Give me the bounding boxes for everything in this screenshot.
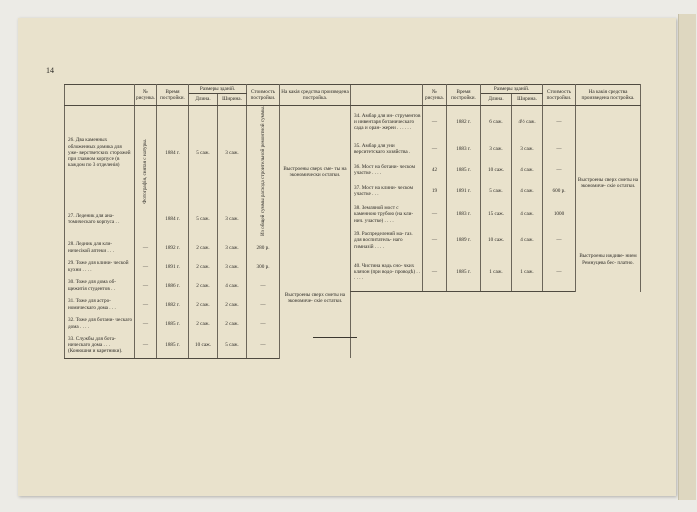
row-year: 1885 г. <box>157 333 189 358</box>
header-time: Время постройки. <box>157 85 189 106</box>
means-note: Выстроены сверх сметы на экономиче- скіе остатки. <box>576 139 641 228</box>
header-num: № рисунка. <box>423 85 447 106</box>
row-num: — <box>135 238 157 257</box>
cost-note-cell <box>247 106 280 239</box>
header-cost: Стоимость постройки. <box>247 85 280 106</box>
row-len: 2 саж. <box>189 257 218 276</box>
row-num: — <box>423 106 447 139</box>
row-num: — <box>423 228 447 254</box>
header-wid: Ширина. <box>218 94 247 106</box>
row-num: — <box>423 139 447 160</box>
closing-rule <box>313 337 357 338</box>
table-row <box>65 238 351 257</box>
row-wid: 2 саж. <box>218 295 247 314</box>
row-num: — <box>135 257 157 276</box>
row-cost: 300 р. <box>247 257 280 276</box>
means-empty <box>576 106 641 139</box>
row-year: 1885 г. <box>447 160 481 181</box>
row-name: 37. Мост на клини- ческом участке . . . <box>351 181 423 202</box>
left-buildings-table <box>64 84 351 359</box>
row-len: 5 саж. <box>481 181 512 202</box>
row-cost: 600 р. <box>543 181 576 202</box>
row-cost: — <box>543 254 576 292</box>
row-name: 28. Ледник для кли- ничесікой аптеки . . . <box>65 238 135 257</box>
row-wid: 4 саж. <box>512 181 543 202</box>
row-name: 27. Леденик для ана- томическаго корпуса . . <box>65 199 135 238</box>
row-year: 1883 г. <box>447 202 481 228</box>
header-wid: Ширина. <box>512 94 543 106</box>
row-wid: 4½ саж. <box>512 106 543 139</box>
row-year: 1886 г. <box>157 276 189 295</box>
row-cost: 280 р. <box>247 238 280 257</box>
row-cost: — <box>247 333 280 358</box>
row-year: 1885 г. <box>157 314 189 333</box>
row-name: 40. Чистина надь сно- чких клячон (при водо- проводѣ) . . . . . . <box>351 254 423 292</box>
row-num: 42 <box>423 160 447 181</box>
row-num: — <box>135 276 157 295</box>
row-name: 31. Тоже для астро- номическаго дома . . . <box>65 295 135 314</box>
row-len: 10 саж. <box>189 333 218 358</box>
row-len: 3 саж. <box>481 139 512 160</box>
row-year: 1884 г. <box>157 199 189 238</box>
book-spine <box>678 14 696 500</box>
row-wid: 4 саж. <box>512 160 543 181</box>
row-name: 34. Амбар для ин- струментов и инвентаря ботаническаго сада и оран- жереи . . . . . . <box>351 106 423 139</box>
header-num: № рисунка. <box>135 85 157 106</box>
row-name: 33. Службы для бота- ническаго дома . . . (Конюшня и каретники). <box>65 333 135 358</box>
table-row <box>351 228 641 254</box>
row-wid: 4 саж. <box>218 276 247 295</box>
row-len: 15 саж. <box>481 202 512 228</box>
header-means: На какія средства произведена постройка. <box>280 85 351 106</box>
row-len: 2 саж. <box>189 276 218 295</box>
row-name: 32. Тоже для ботани- ческаго дома . . . . <box>65 314 135 333</box>
photo-note-cell <box>135 106 157 239</box>
row-num: — <box>135 333 157 358</box>
table-row <box>351 106 641 139</box>
header-cost: Стоимость постройки. <box>543 85 576 106</box>
row-cost: — <box>543 106 576 139</box>
cost-note: Из общей суммы расхода строительной ремонтной суммы. <box>259 106 266 236</box>
row-name: 26. Два каменных обложенных домика для уже- верстветских сторожей при главном корпусе (в каждом по 3 отделенія) <box>65 106 135 200</box>
row-cost: — <box>543 228 576 254</box>
row-len: 2 саж. <box>189 314 218 333</box>
row-wid: 4 саж. <box>512 228 543 254</box>
row-cost: 1000 <box>543 202 576 228</box>
row-len: 10 саж. <box>481 228 512 254</box>
row-wid: 2 саж. <box>218 314 247 333</box>
row-num: 19 <box>423 181 447 202</box>
row-len: 2 саж. <box>189 295 218 314</box>
row-year: 1882 г. <box>157 295 189 314</box>
row-year: 1883 г. <box>447 139 481 160</box>
row-cost: — <box>543 139 576 160</box>
means-note: Выстроены сверх сме- ты на экономически остатки. <box>280 106 351 239</box>
table-row <box>351 139 641 160</box>
row-len: 6 саж. <box>481 106 512 139</box>
row-num: — <box>135 295 157 314</box>
row-cost: — <box>247 276 280 295</box>
header-len: Длина. <box>189 94 218 106</box>
header-time: Время постройки. <box>447 85 481 106</box>
row-year: 1892 г. <box>157 238 189 257</box>
row-wid: 3 саж. <box>218 199 247 238</box>
row-wid: 1 саж. <box>512 254 543 292</box>
row-num: — <box>423 254 447 292</box>
means-note: Выстроены иждиве- нием Ремнуцева бес- платно. <box>576 228 641 292</box>
row-wid: 4 саж. <box>512 202 543 228</box>
row-cost: — <box>247 314 280 333</box>
photo-note: Фотографія, снятая с натуры. <box>142 138 149 204</box>
row-cost: — <box>543 160 576 181</box>
row-year: 1891 г. <box>447 181 481 202</box>
row-wid: 3 саж. <box>218 257 247 276</box>
row-year: 1885 г. <box>447 254 481 292</box>
row-name: 36. Мост на ботани- ческом участке . . . . <box>351 160 423 181</box>
row-wid: 3 саж. <box>512 139 543 160</box>
header-means: На какія средства произведена постройка. <box>576 85 641 106</box>
row-year: 1884 г. <box>157 106 189 200</box>
row-len: 2 саж. <box>189 238 218 257</box>
row-num: — <box>423 202 447 228</box>
means-note: Выстроены сверх сметы на экономиче- скіе остатки. <box>280 238 351 358</box>
row-num: — <box>135 314 157 333</box>
row-len: 5 саж. <box>189 106 218 200</box>
row-name: 29. Тоже для клини- ческой кухни . . . . <box>65 257 135 276</box>
header-dims: Размеры зданій. <box>481 85 543 94</box>
row-year: 1891 г. <box>157 257 189 276</box>
row-name: 39. Распределений ма- газ. для воспитатель- наго гимназій . . . . <box>351 228 423 254</box>
row-len: 10 саж. <box>481 160 512 181</box>
row-wid: 3 саж. <box>218 238 247 257</box>
row-year: 1882 г. <box>447 106 481 139</box>
header-len: Длина. <box>481 94 512 106</box>
right-buildings-table <box>350 84 641 292</box>
row-wid: 3 саж. <box>218 106 247 200</box>
row-wid: 5 саж. <box>218 333 247 358</box>
row-len: 1 саж. <box>481 254 512 292</box>
header-name <box>65 85 135 106</box>
header-dims: Размеры зданій. <box>189 85 247 94</box>
row-cost: — <box>247 295 280 314</box>
header-name <box>351 85 423 106</box>
row-name: 30. Тоже для дома об- щежитія студентов . . <box>65 276 135 295</box>
table-row <box>65 106 351 200</box>
row-len: 5 саж. <box>189 199 218 238</box>
page-number: 14 <box>46 66 54 75</box>
row-name: 35. Амбар для уни верситетскаго хозяйства . <box>351 139 423 160</box>
row-name: 38. Земляной мост с каменною трубою (на кли- нич. участке) . . . . <box>351 202 423 228</box>
row-year: 1889 г. <box>447 228 481 254</box>
